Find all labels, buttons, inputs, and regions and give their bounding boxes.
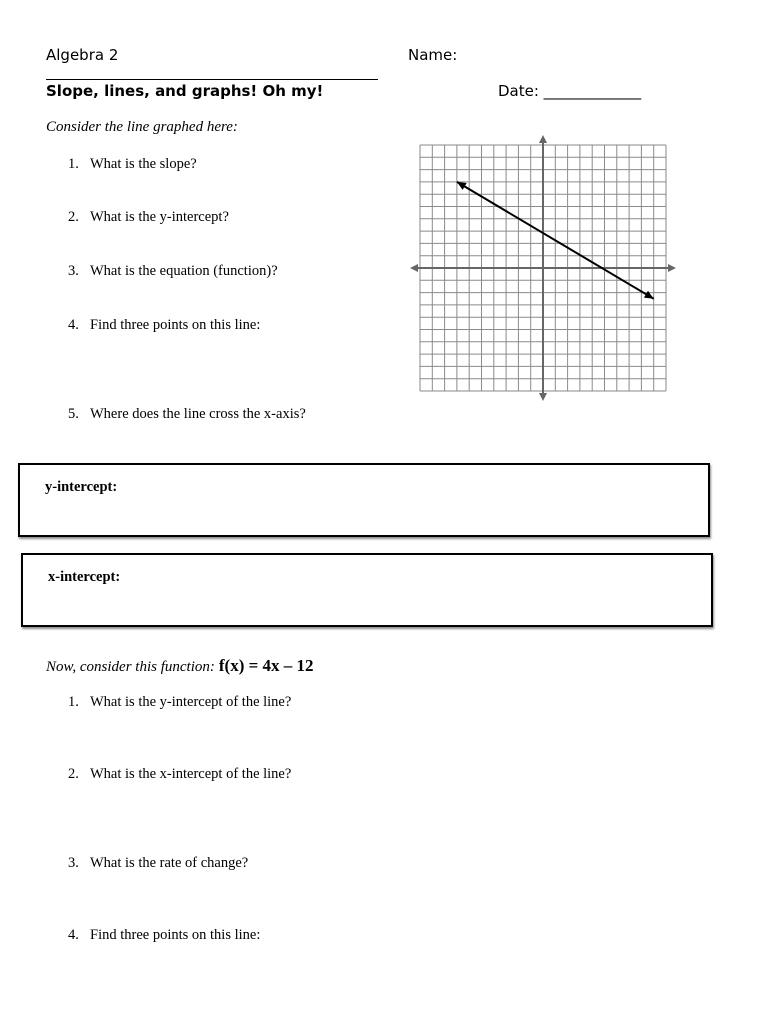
date-label: Date: _____________: [498, 82, 642, 100]
question-number: 3.: [68, 855, 79, 871]
y-axis-top-arrow: [539, 135, 547, 143]
section1-intro: Consider the line graphed here:: [46, 119, 238, 135]
section1-question-3: [68, 263, 278, 280]
question-text: Find three points on this line:: [90, 317, 261, 333]
x-intercept-box: [21, 553, 713, 627]
question-number: 2.: [68, 766, 79, 782]
x-axis-left-arrow: [410, 264, 418, 272]
question-number: 1.: [68, 694, 79, 710]
section1-question-2: [68, 209, 229, 226]
coordinate-graph: [408, 133, 680, 409]
question-number: 1.: [68, 156, 79, 172]
section2-question-3: [68, 855, 248, 872]
section2-question-2: [68, 766, 291, 783]
y-axis-bottom-arrow: [539, 393, 547, 401]
question-text: Find three points on this line:: [90, 927, 261, 943]
section2-question-1: [68, 694, 291, 711]
question-number: 4.: [68, 317, 79, 333]
question-number: 3.: [68, 263, 79, 279]
question-text: Where does the line cross the x-axis?: [90, 406, 306, 422]
question-number: 2.: [68, 209, 79, 225]
worksheet-title: Slope, lines, and graphs! Oh my!: [46, 82, 324, 100]
section1-question-1: [68, 156, 197, 173]
header-underline: [46, 79, 378, 80]
y-intercept-label: y-intercept:: [45, 479, 118, 495]
section2-intro-text: Now, consider this function:: [46, 659, 215, 675]
section2-question-4: [68, 927, 260, 944]
question-text: What is the rate of change?: [90, 855, 249, 871]
section1-question-4: [68, 317, 260, 334]
question-text: What is the y-intercept?: [90, 209, 229, 225]
y-intercept-box: [18, 463, 710, 537]
question-number: 5.: [68, 406, 79, 422]
question-text: What is the equation (function)?: [90, 263, 278, 279]
function-expression: f(x) = 4x – 12: [218, 656, 314, 675]
question-number: 4.: [68, 927, 79, 943]
question-text: What is the slope?: [90, 156, 197, 172]
name-label: Name:: [408, 46, 458, 64]
question-text: What is the y-intercept of the line?: [90, 694, 292, 710]
x-intercept-label: x-intercept:: [48, 569, 121, 585]
section1-question-5: [68, 406, 306, 423]
question-text: What is the x-intercept of the line?: [90, 766, 292, 782]
x-axis-right-arrow: [668, 264, 676, 272]
section2-intro: [46, 656, 314, 676]
course-name: Algebra 2: [46, 46, 119, 64]
